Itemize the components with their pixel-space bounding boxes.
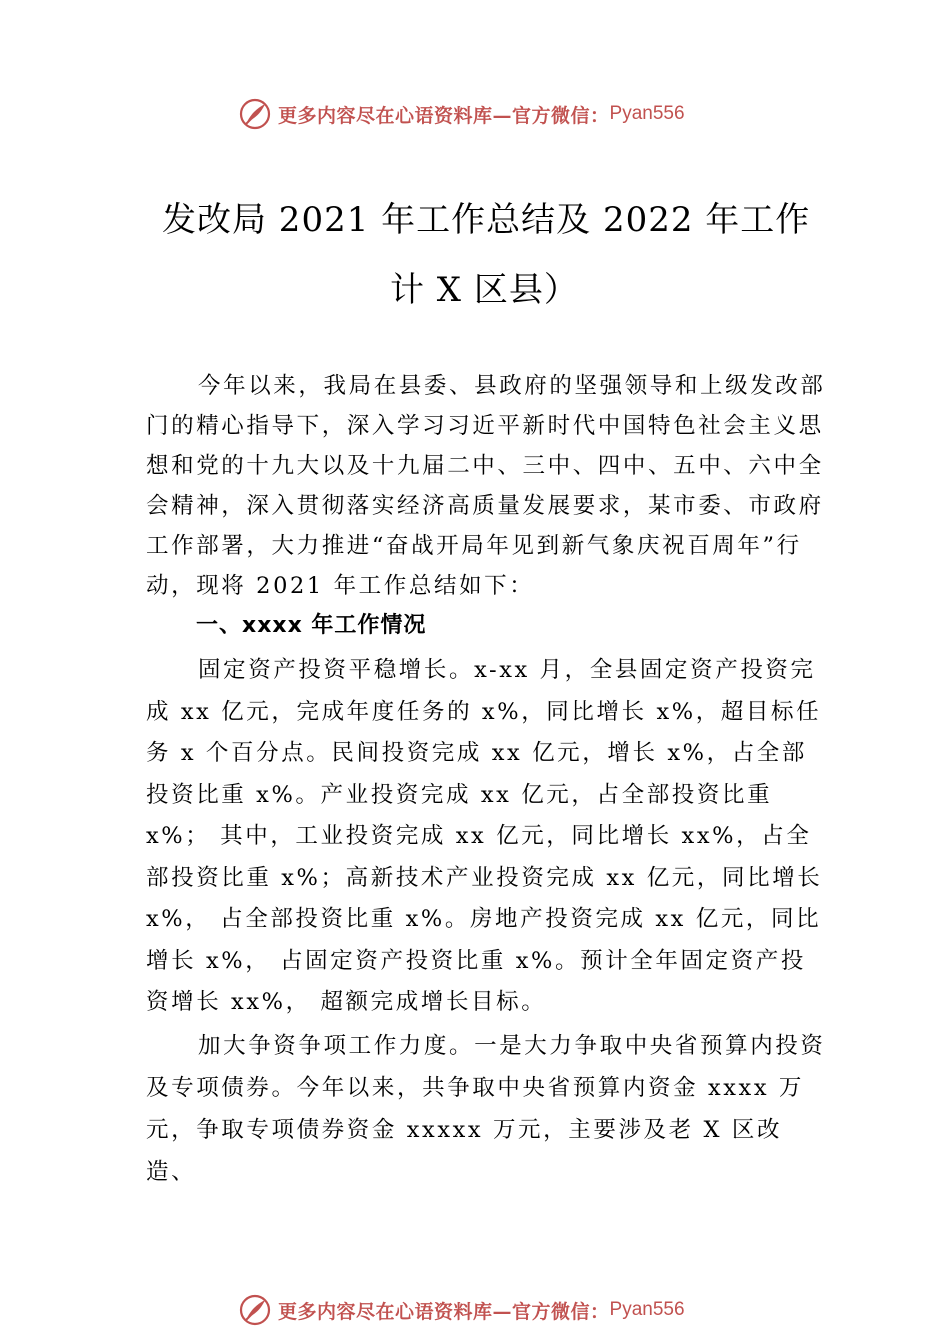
watermark-wechat-id: Pyan556 (609, 1299, 685, 1320)
document-title-line-2: 计 X 区县） (390, 270, 579, 310)
watermark-wechat-id: Pyan556 (609, 103, 685, 124)
funding-paragraph: 加大争资争项工作力度。一是大力争取中央省预算内投资及专项债券。今年以来，共争取中央省预算内资金 xxxx 万元，争取专项债券资金 xxxxx 万元，主要涉及老 X 区改造、 (146, 1033, 826, 1185)
intro-paragraph: 今年以来，我局在县委、县政府的坚强领导和上级发改部门的精心指导下，深入学习习近平新时代中国特色社会主义思想和党的十九大以及十九届二中、三中、四中、五中、六中全会精神，深入贯彻落实经济高质量发展要求，某市委、市政府工作部署，大力推进“奋战开局年见到新气象庆祝百周年”行动，现将 2021 年工作总结如下： (146, 373, 826, 599)
watermark-text: 更多内容尽在心语资料库—官方微信： (278, 1300, 610, 1323)
watermark-text: 更多内容尽在心语资料库—官方微信： (278, 104, 610, 127)
investment-paragraph: 固定资产投资平稳增长。x-xx 月，全县固定资产投资完成 xx 亿元，完成年度任务的 x%，同比增长 x%，超目标任务 x 个百分点。民间投资完成 xx 亿元，增长 x%，占全部投资比重 x%。产业投资完成 xx 亿元，占全部投资比重 x%； 其中，工业投资完成 xx 亿元，同比增长 xx%，占全部投资比重 x%；高新技术产业投资完成 xx 亿元，同比增长 x%， 占全部投资比重 x%。房地产投资完成 xx 亿元，同比增长 x%， 占固定资产投资比重 x%。预计全年固定资产投资增长 xx%， 超额完成增长目标。 (146, 657, 823, 1015)
header-watermark (238, 94, 685, 134)
quill-logo-icon (238, 1293, 272, 1327)
quill-logo-icon (238, 97, 272, 131)
section-heading: 一、xxxx 年工作情况 (196, 613, 427, 638)
footer-watermark (238, 1290, 685, 1330)
document-title-line-1: 发改局 2021 年工作总结及 2022 年工作 (162, 200, 811, 240)
